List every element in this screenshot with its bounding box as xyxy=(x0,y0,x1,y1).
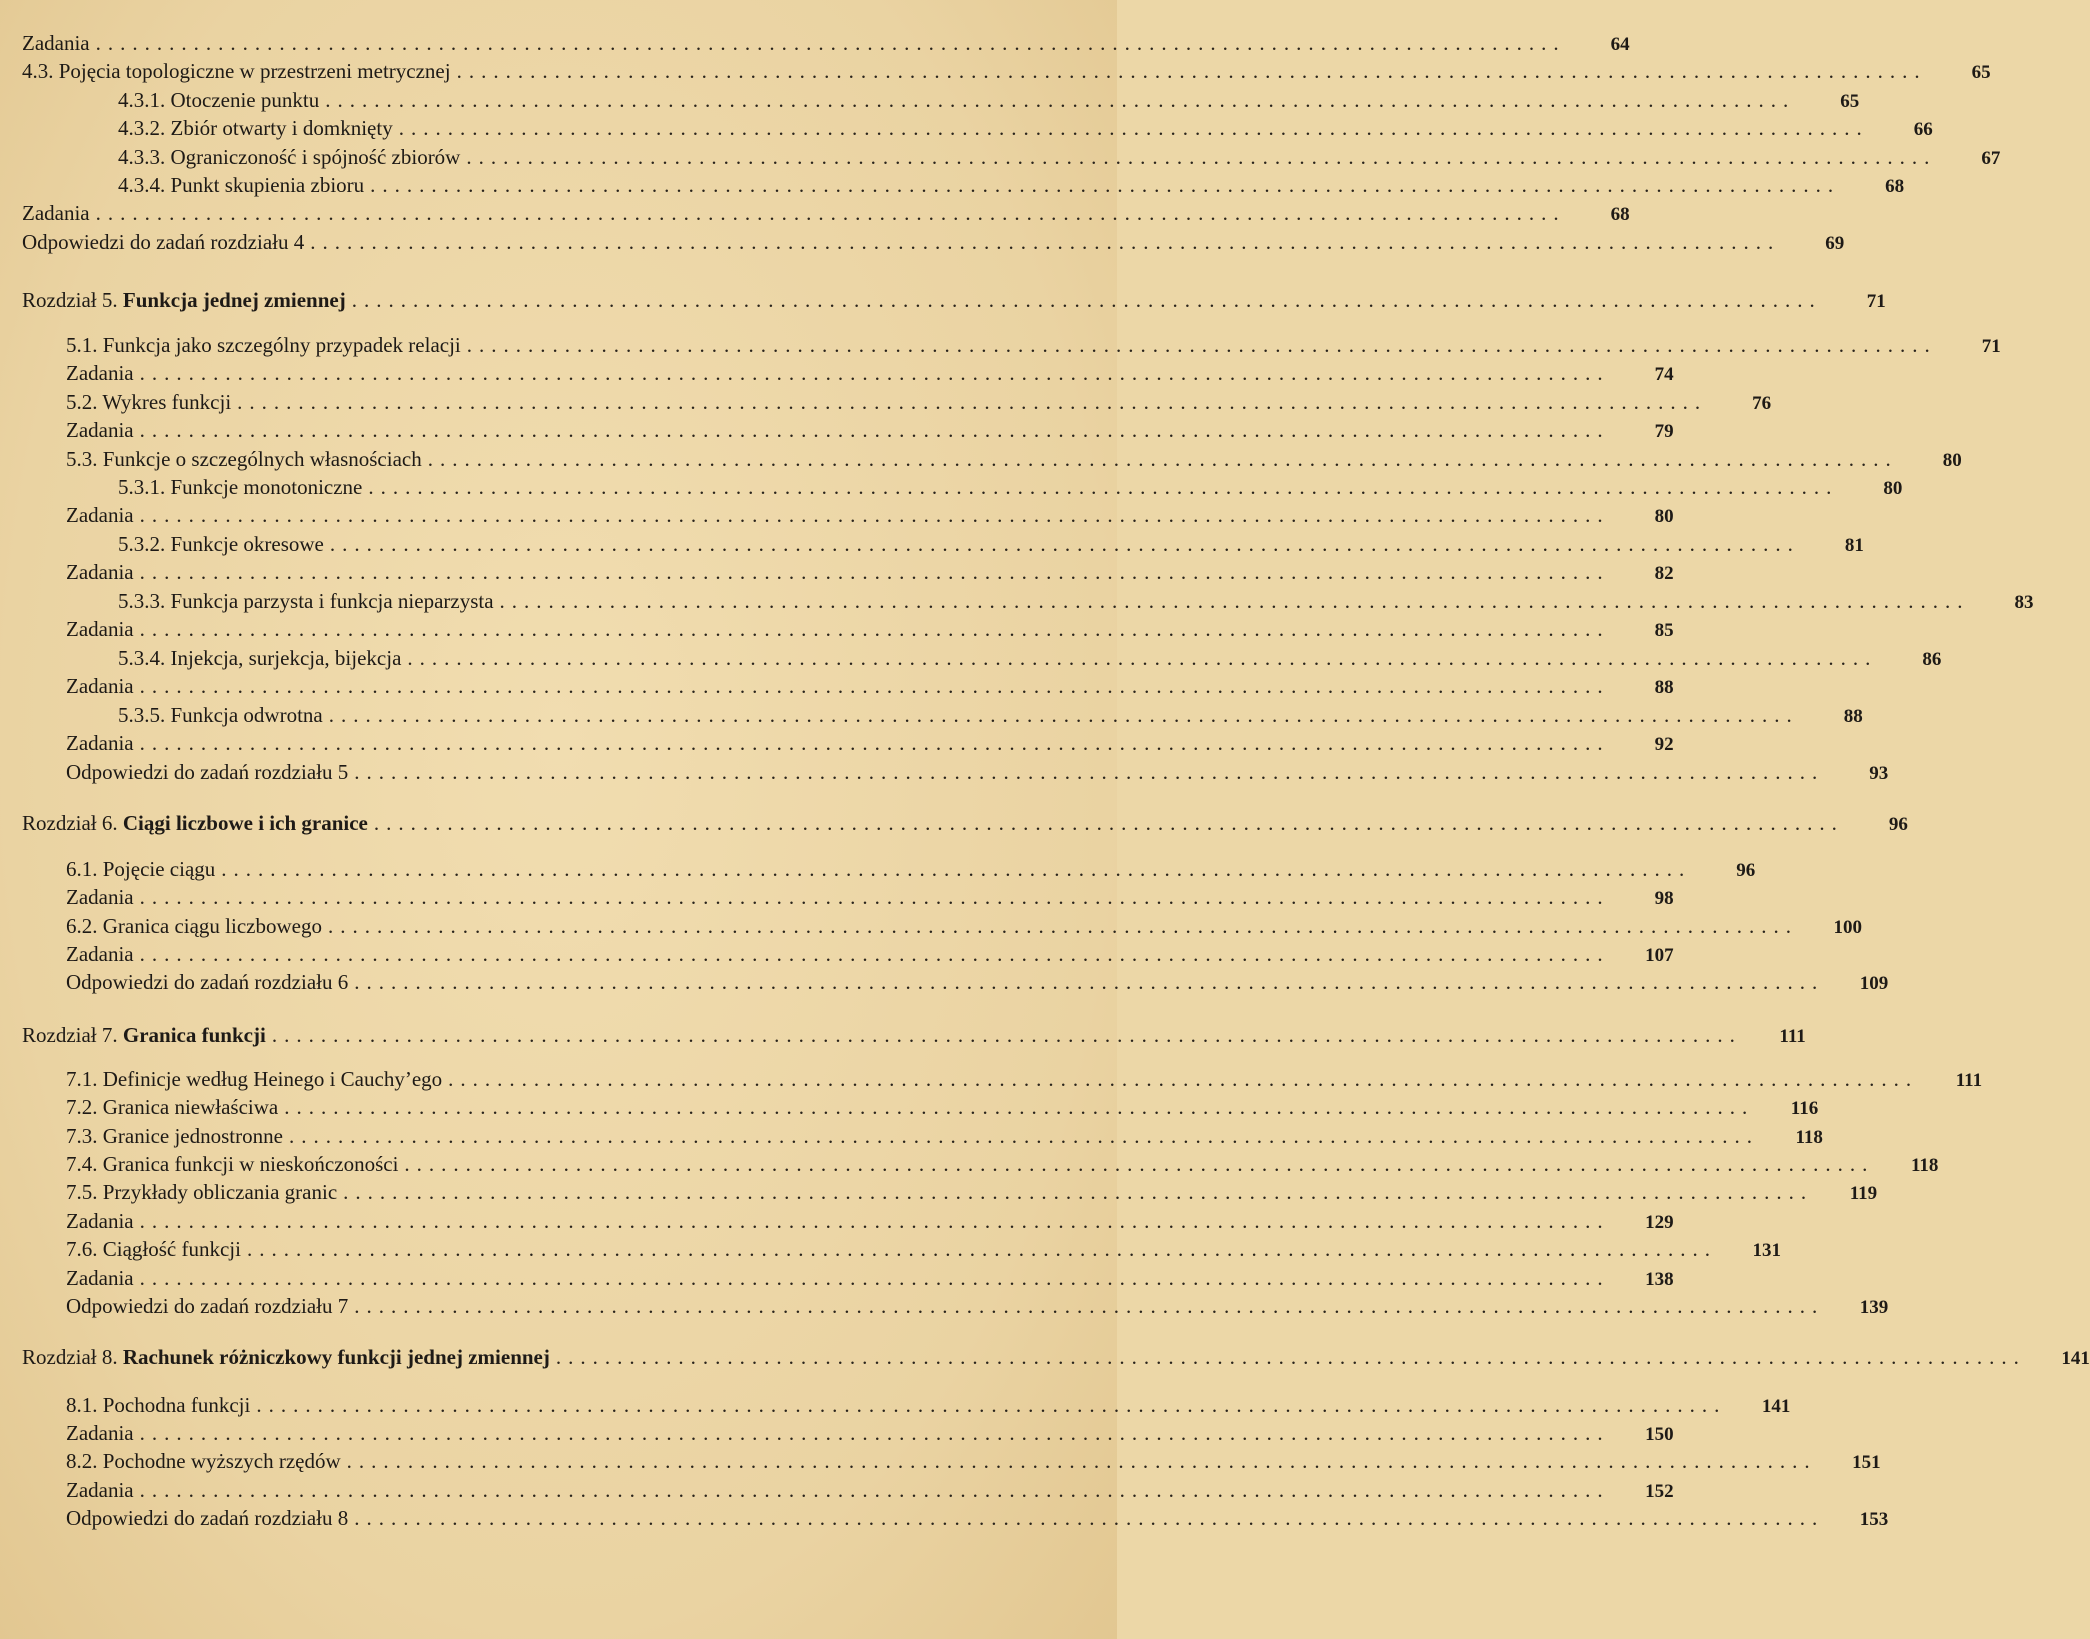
toc-entry-label: Zadania xyxy=(66,1421,134,1445)
toc-page-number: 152 xyxy=(1645,1481,1674,1502)
dot-leader: ........................................................................................................................ xyxy=(139,418,1610,442)
toc-page-number: 71 xyxy=(1866,291,1886,312)
dot-leader: ........................................................................................................................ xyxy=(368,475,1839,499)
chapter-title: Funkcja jednej zmiennej xyxy=(122,288,346,312)
dot-leader: ........................................................................................................................ xyxy=(329,532,1800,556)
toc-entry xyxy=(118,113,1933,143)
toc-page-number: 79 xyxy=(1654,421,1674,442)
dot-leader: ........................................................................................................................ xyxy=(271,1023,1742,1047)
dot-leader: ........................................................................................................................ xyxy=(456,59,1927,83)
toc-entry xyxy=(66,911,1862,941)
toc-entry-label: 7.5. Przykłady obliczania granic xyxy=(66,1180,338,1204)
toc-page-number: 81 xyxy=(1844,535,1864,556)
toc-chapter-row xyxy=(22,808,1908,838)
toc-entry xyxy=(66,500,1674,530)
toc-page-number: 68 xyxy=(1610,204,1630,225)
toc-page-number: 83 xyxy=(2014,592,2034,613)
toc-page-number: 64 xyxy=(1610,34,1630,55)
chapter-title: Ciągi liczbowe i ich granice xyxy=(122,811,368,835)
toc-entry-label: Zadania xyxy=(66,418,134,442)
dot-leader: ........................................................................................................................ xyxy=(95,201,1566,225)
toc-page-number: 69 xyxy=(1825,233,1845,254)
chapter-number: Rozdział 6. xyxy=(22,811,118,835)
toc-entry xyxy=(66,330,2001,360)
toc-entry xyxy=(118,700,1863,730)
toc-chapter-row xyxy=(22,285,1886,315)
toc-entry-label: Zadania xyxy=(66,731,134,755)
toc-entry-label: 4.3.3. Ograniczoność i spójność zbiorów xyxy=(118,145,461,169)
toc-entry-label: Zadania xyxy=(66,674,134,698)
chapter-title: Rachunek różniczkowy funkcji jednej zmiennej xyxy=(122,1345,550,1369)
toc-entry xyxy=(66,854,1756,884)
toc-entry xyxy=(66,1475,1674,1505)
toc-page-number: 138 xyxy=(1645,1269,1674,1290)
toc-entry-label: Zadania xyxy=(66,617,134,641)
toc-entry xyxy=(66,1503,1889,1533)
toc-page-number: 71 xyxy=(1981,336,2001,357)
dot-leader: ........................................................................................................................ xyxy=(139,885,1610,909)
dot-leader: ........................................................................................................................ xyxy=(351,288,1822,312)
toc-entry-label: 4.3.1. Otoczenie punktu xyxy=(118,88,320,112)
toc-page-number: 118 xyxy=(1910,1155,1939,1176)
toc-page-number: 93 xyxy=(1869,763,1889,784)
toc-page-number: 65 xyxy=(1971,62,1991,83)
dot-leader: ........................................................................................................................ xyxy=(398,116,1869,140)
toc-page-number: 88 xyxy=(1843,706,1863,727)
toc-entry xyxy=(66,1390,1791,1420)
toc-page-number: 76 xyxy=(1752,393,1772,414)
toc-entry-label: 5.3.2. Funkcje okresowe xyxy=(118,532,324,556)
toc-entry-label: 4.3. Pojęcia topologiczne w przestrzeni metrycznej xyxy=(22,59,451,83)
toc-entry xyxy=(22,227,1845,257)
toc-entry xyxy=(66,671,1674,701)
toc-entry xyxy=(66,1092,1819,1122)
dot-leader: ........................................................................................................................ xyxy=(354,1294,1825,1318)
toc-entry-label: Odpowiedzi do zadań rozdziału 5 xyxy=(66,760,349,784)
toc-page-number: 98 xyxy=(1654,888,1674,909)
toc-page-number: 141 xyxy=(2061,1348,2090,1369)
toc-entry-label xyxy=(22,285,346,315)
toc-page-number: 129 xyxy=(1645,1212,1674,1233)
toc-entry xyxy=(66,1149,1939,1179)
toc-page-number: 85 xyxy=(1654,620,1674,641)
dot-leader: ........................................................................................................................ xyxy=(555,1345,2026,1369)
dot-leader: ........................................................................................................................ xyxy=(343,1180,1814,1204)
dot-leader: ........................................................................................................................ xyxy=(256,1393,1727,1417)
toc-page-number: 92 xyxy=(1654,734,1674,755)
toc-entry-label: Zadania xyxy=(66,1266,134,1290)
toc-entry xyxy=(118,586,2034,616)
toc-page-number: 65 xyxy=(1840,91,1860,112)
dot-leader: ........................................................................................................................ xyxy=(327,914,1798,938)
toc-entry-label: 5.2. Wykres funkcji xyxy=(66,390,232,414)
dot-leader: ........................................................................................................................ xyxy=(237,390,1708,414)
toc-entry-label: Zadania xyxy=(22,31,90,55)
toc-entry xyxy=(66,882,1674,912)
toc-page-number: 80 xyxy=(1654,506,1674,527)
toc-entry xyxy=(66,1291,1889,1321)
dot-leader: ........................................................................................................................ xyxy=(373,811,1844,835)
toc-page-number: 68 xyxy=(1885,176,1905,197)
toc-entry xyxy=(66,387,1772,417)
toc-entry-label: Zadania xyxy=(66,942,134,966)
toc-entry xyxy=(118,85,1860,115)
dot-leader: ........................................................................................................................ xyxy=(310,230,1781,254)
toc-entry-label: 4.3.2. Zbiór otwarty i domknięty xyxy=(118,116,393,140)
toc-entry xyxy=(66,967,1889,997)
toc-entry-label xyxy=(22,1342,550,1372)
toc-entry-label: 8.2. Pochodne wyższych rzędów xyxy=(66,1449,341,1473)
dot-leader: ........................................................................................................................ xyxy=(354,760,1825,784)
dot-leader: ........................................................................................................................ xyxy=(325,88,1796,112)
toc-page-number: 86 xyxy=(1922,649,1942,670)
toc-entry xyxy=(22,198,1630,228)
chapter-title: Granica funkcji xyxy=(122,1023,266,1047)
dot-leader: ........................................................................................................................ xyxy=(139,361,1610,385)
toc-entry-label: 5.3. Funkcje o szczególnych własnościach xyxy=(66,447,422,471)
toc-entry xyxy=(66,757,1889,787)
chapter-number: Rozdział 8. xyxy=(22,1345,118,1369)
toc-page-number: 111 xyxy=(1955,1070,1983,1091)
dot-leader: ........................................................................................................................ xyxy=(288,1124,1759,1148)
toc-page-number: 107 xyxy=(1645,945,1674,966)
toc-entry-label: 5.3.4. Injekcja, surjekcja, bijekcja xyxy=(118,646,402,670)
toc-entry-label: Odpowiedzi do zadań rozdziału 8 xyxy=(66,1506,349,1530)
toc-entry xyxy=(66,1121,1823,1151)
chapter-number: Rozdział 5. xyxy=(22,288,118,312)
toc-entry-label xyxy=(22,1020,266,1050)
dot-leader: ........................................................................................................................ xyxy=(139,617,1610,641)
toc-page-number: 118 xyxy=(1795,1127,1823,1148)
dot-leader: ........................................................................................................................ xyxy=(328,703,1799,727)
dot-leader: ........................................................................................................................ xyxy=(466,333,1937,357)
toc-page-number: 80 xyxy=(1942,450,1962,471)
toc-page-number: 100 xyxy=(1833,917,1862,938)
toc-page-number: 139 xyxy=(1859,1297,1889,1318)
toc-entry-label: Zadania xyxy=(66,503,134,527)
toc-entry-label: 6.2. Granica ciągu liczbowego xyxy=(66,914,322,938)
toc-entry xyxy=(66,614,1674,644)
toc-page-number: 141 xyxy=(1761,1396,1791,1417)
dot-leader: ........................................................................................................................ xyxy=(139,942,1610,966)
toc-page-number: 119 xyxy=(1849,1183,1878,1204)
toc-entry-label: 7.2. Granica niewłaściwa xyxy=(66,1095,279,1119)
dot-leader: ........................................................................................................................ xyxy=(139,560,1610,584)
toc-entry xyxy=(118,170,1905,200)
toc-entry xyxy=(22,28,1630,58)
toc-entry xyxy=(22,56,1991,86)
dot-leader: ........................................................................................................................ xyxy=(139,1266,1610,1290)
dot-leader: ........................................................................................................................ xyxy=(139,1478,1610,1502)
dot-leader: ........................................................................................................................ xyxy=(466,145,1937,169)
toc-entry xyxy=(66,728,1674,758)
dot-leader: ........................................................................................................................ xyxy=(404,1152,1875,1176)
toc-entry-label: Zadania xyxy=(66,361,134,385)
toc-chapter-row xyxy=(22,1020,1806,1050)
dot-leader: ........................................................................................................................ xyxy=(499,589,1970,613)
toc-entry xyxy=(118,529,1864,559)
toc-entry xyxy=(66,1263,1674,1293)
toc-entry xyxy=(118,643,1942,673)
toc-entry-label: Odpowiedzi do zadań rozdziału 4 xyxy=(22,230,305,254)
toc-entry-label xyxy=(22,808,368,838)
toc-entry-label: Zadania xyxy=(66,885,134,909)
toc-page-number: 150 xyxy=(1645,1424,1674,1445)
toc-entry-label: 7.1. Definicje według Heinego i Cauchy’ego xyxy=(66,1067,443,1091)
dot-leader: ........................................................................................................................ xyxy=(139,503,1610,527)
dot-leader: ........................................................................................................................ xyxy=(139,731,1610,755)
toc-page-number: 109 xyxy=(1859,973,1889,994)
toc-entry-label: 5.1. Funkcja jako szczególny przypadek relacji xyxy=(66,333,461,357)
toc-page-number: 67 xyxy=(1981,148,2001,169)
toc-entry-label: Odpowiedzi do zadań rozdziału 6 xyxy=(66,970,349,994)
toc-page-number: 96 xyxy=(1888,814,1908,835)
dot-leader: ........................................................................................................................ xyxy=(407,646,1878,670)
toc-entry xyxy=(66,1206,1674,1236)
toc-entry xyxy=(66,1177,1878,1207)
toc-entry-label: Zadania xyxy=(22,201,90,225)
toc-entry-label: Zadania xyxy=(66,1478,134,1502)
toc-entry xyxy=(66,415,1674,445)
dot-leader: ........................................................................................................................ xyxy=(246,1237,1717,1261)
chapter-number: Rozdział 7. xyxy=(22,1023,118,1047)
dot-leader: ........................................................................................................................ xyxy=(354,970,1825,994)
toc-entry xyxy=(66,557,1674,587)
toc-entry-label: 7.3. Granice jednostronne xyxy=(66,1124,283,1148)
toc-entry xyxy=(66,939,1674,969)
dot-leader: ........................................................................................................................ xyxy=(139,1209,1610,1233)
toc-entry xyxy=(66,1446,1881,1476)
toc-entry xyxy=(66,1418,1674,1448)
toc-entry-label: 5.3.1. Funkcje monotoniczne xyxy=(118,475,363,499)
toc-entry-label: Zadania xyxy=(66,560,134,584)
toc-page-number: 80 xyxy=(1883,478,1903,499)
toc-page-number: 111 xyxy=(1779,1026,1806,1047)
toc-entry-label: 7.6. Ciągłość funkcji xyxy=(66,1237,241,1261)
toc-page-number: 66 xyxy=(1913,119,1933,140)
toc-entry-label: 7.4. Granica funkcji w nieskończoności xyxy=(66,1152,399,1176)
toc-entry xyxy=(66,358,1674,388)
toc-page-number: 74 xyxy=(1654,364,1674,385)
dot-leader: ........................................................................................................................ xyxy=(370,173,1841,197)
dot-leader: ........................................................................................................................ xyxy=(427,447,1898,471)
toc-page-number: 96 xyxy=(1736,860,1756,881)
toc-entry-label: Zadania xyxy=(66,1209,134,1233)
dot-leader: ........................................................................................................................ xyxy=(139,1421,1610,1445)
toc-entry-label: 5.3.3. Funkcja parzysta i funkcja nieparzysta xyxy=(118,589,494,613)
toc-page-number: 151 xyxy=(1852,1452,1881,1473)
toc-chapter-row xyxy=(22,1342,2090,1372)
toc-entry xyxy=(118,472,1903,502)
toc-entry-label: 8.1. Pochodna funkcji xyxy=(66,1393,251,1417)
toc-page-number: 116 xyxy=(1790,1098,1819,1119)
toc-entry-label: 6.1. Pojęcie ciągu xyxy=(66,857,216,881)
dot-leader: ........................................................................................................................ xyxy=(346,1449,1817,1473)
toc-entry xyxy=(118,142,2001,172)
toc-page-number: 131 xyxy=(1752,1240,1781,1261)
dot-leader: ........................................................................................................................ xyxy=(284,1095,1755,1119)
toc-entry xyxy=(66,1234,1781,1264)
toc-entry xyxy=(66,444,1962,474)
dot-leader: ........................................................................................................................ xyxy=(448,1067,1919,1091)
toc-entry-label: Odpowiedzi do zadań rozdziału 7 xyxy=(66,1294,349,1318)
dot-leader: ........................................................................................................................ xyxy=(221,857,1692,881)
toc-page-number: 82 xyxy=(1654,563,1674,584)
toc-page-number: 88 xyxy=(1654,677,1674,698)
dot-leader: ........................................................................................................................ xyxy=(95,31,1566,55)
toc-page-number: 153 xyxy=(1859,1509,1889,1530)
dot-leader: ........................................................................................................................ xyxy=(354,1506,1825,1530)
toc-entry xyxy=(66,1064,1983,1094)
toc-entry-label: 4.3.4. Punkt skupienia zbioru xyxy=(118,173,365,197)
dot-leader: ........................................................................................................................ xyxy=(139,674,1610,698)
toc-entry-label: 5.3.5. Funkcja odwrotna xyxy=(118,703,323,727)
